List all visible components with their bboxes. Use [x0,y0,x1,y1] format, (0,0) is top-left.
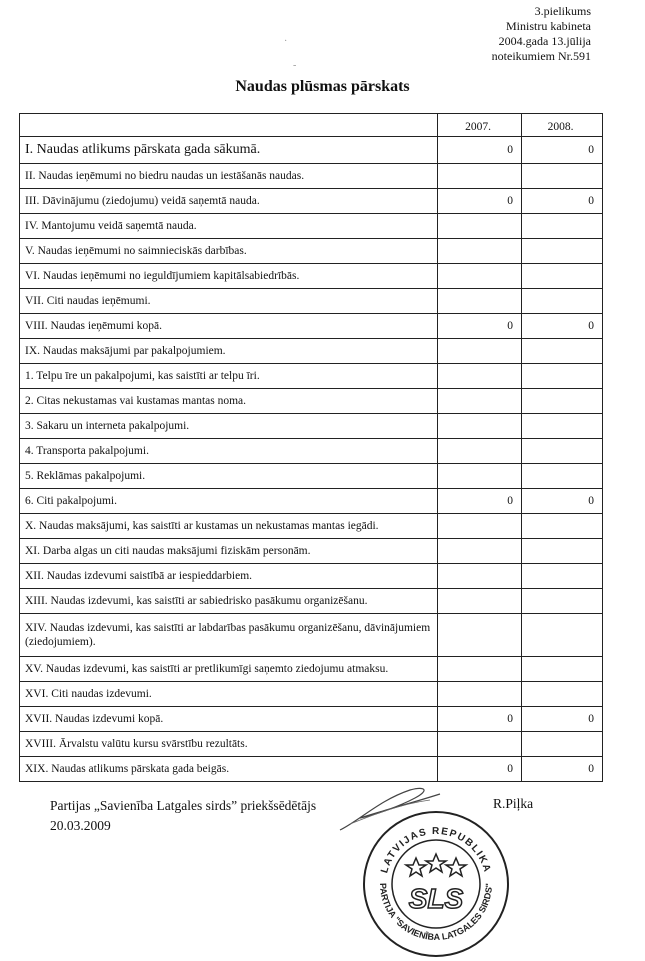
value-2007 [438,657,522,682]
row-label: XVIII. Ārvalstu valūtu kursu svārstību rezultāts. [20,732,438,757]
scan-speck: · [284,36,288,47]
cash-flow-table [19,113,603,782]
value-2008 [522,389,603,414]
table-row [20,439,603,464]
row-label: XV. Naudas izdevumi, kas saistīti ar pretlikumīgi saņemto ziedojumu atmaksu. [20,657,438,682]
table-row [20,164,603,189]
appendix-regulation: noteikumiem Nr.591 [491,49,591,63]
table-row [20,389,603,414]
value-2008 [522,439,603,464]
value-2007 [438,389,522,414]
report-date: 20.03.2009 [50,818,111,833]
value-2007 [438,514,522,539]
table-row [20,289,603,314]
value-2008 [522,164,603,189]
value-2007 [438,682,522,707]
signatory-name: R.Piļka [493,796,534,811]
value-2007 [438,539,522,564]
value-2007 [438,614,522,657]
value-2008 [522,339,603,364]
value-2008 [522,289,603,314]
value-2007: 0 [438,489,522,514]
table-row [20,239,603,264]
value-2007 [438,239,522,264]
value-2008 [522,514,603,539]
signatory-title: Partijas „Savienība Latgales sirds” priekšsēdētājs [50,798,317,813]
value-2007 [438,464,522,489]
table-row [20,514,603,539]
table-row [20,214,603,239]
value-2008 [522,589,603,614]
stamp-bottom-text: PARTIJA "SAVIENĪBA LATGALES SIRDS" [377,882,495,943]
table-row [20,732,603,757]
header-year-2007: 2007. [438,114,522,137]
value-2008 [522,732,603,757]
value-2007 [438,264,522,289]
value-2007 [438,289,522,314]
footer-signatory [50,796,316,836]
value-2008 [522,564,603,589]
row-label: XI. Darba algas un citi naudas maksājumi fiziskām personām. [20,539,438,564]
appendix-note [492,4,591,64]
stamp-top-text: LATVIJAS REPUBLIKA [379,825,493,875]
row-label: VII. Citi naudas ieņēmumi. [20,289,438,314]
value-2007 [438,364,522,389]
value-2008: 0 [522,757,603,782]
row-label: II. Naudas ieņēmumi no biedru naudas un iestāšanās naudas. [20,164,438,189]
appendix-number: 3.pielikums [534,4,591,18]
row-label: IV. Mantojumu veidā saņemtā nauda. [20,214,438,239]
party-stamp [360,808,512,960]
value-2007 [438,414,522,439]
value-2007 [438,214,522,239]
star-icon [406,858,426,876]
value-2007 [438,732,522,757]
appendix-date: 2004.gada 13.jūlija [498,34,591,48]
row-label: XIV. Naudas izdevumi, kas saistīti ar labdarības pasākumu organizēšanu, dāvinājumiem (ziedojumiem). [20,614,438,657]
row-label: 4. Transporta pakalpojumi. [20,439,438,464]
row-label: VIII. Naudas ieņēmumi kopā. [20,314,438,339]
row-label: 1. Telpu īre un pakalpojumi, kas saistīti ar telpu īri. [20,364,438,389]
header-blank-cell [20,114,438,137]
value-2008: 0 [522,707,603,732]
value-2007: 0 [438,314,522,339]
value-2007 [438,589,522,614]
row-label: 3. Sakaru un interneta pakalpojumi. [20,414,438,439]
value-2008 [522,657,603,682]
table-row [20,757,603,782]
appendix-issuer: Ministru kabineta [506,19,591,33]
value-2008 [522,239,603,264]
header-year-2008: 2008. [522,114,603,137]
table-row [20,489,603,514]
table-row [20,314,603,339]
value-2007 [438,339,522,364]
table-row [20,414,603,439]
table-row [20,657,603,682]
value-2007: 0 [438,137,522,164]
stamp-stars [406,854,466,876]
value-2007: 0 [438,707,522,732]
row-label: I. Naudas atlikums pārskata gada sākumā. [20,137,438,164]
page-title: Naudas plūsmas pārskats [235,78,410,95]
row-label: III. Dāvinājumu (ziedojumu) veidā saņemtā nauda. [20,189,438,214]
table-row [20,682,603,707]
row-label: VI. Naudas ieņēmumi no ieguldījumiem kapitālsabiedrībās. [20,264,438,289]
value-2007: 0 [438,189,522,214]
value-2008 [522,214,603,239]
table-row [20,364,603,389]
value-2008: 0 [522,189,603,214]
stamp-center-logo: SLS [408,883,464,914]
value-2008 [522,414,603,439]
table-row [20,539,603,564]
value-2007 [438,564,522,589]
table-row [20,189,603,214]
star-icon [446,858,466,876]
table-row [20,614,603,657]
star-icon [426,854,446,872]
value-2008 [522,539,603,564]
row-label: 2. Citas nekustamas vai kustamas mantas noma. [20,389,438,414]
value-2008 [522,464,603,489]
table-row [20,464,603,489]
row-label: V. Naudas ieņēmumi no saimnieciskās darbības. [20,239,438,264]
row-label: 5. Reklāmas pakalpojumi. [20,464,438,489]
table-header-row [20,114,603,137]
value-2008 [522,614,603,657]
value-2007 [438,164,522,189]
table-row [20,137,603,164]
row-label: XVII. Naudas izdevumi kopā. [20,707,438,732]
table-row [20,339,603,364]
row-label: 6. Citi pakalpojumi. [20,489,438,514]
row-label: XVI. Citi naudas izdevumi. [20,682,438,707]
value-2008: 0 [522,137,603,164]
row-label: XII. Naudas izdevumi saistībā ar iespieddarbiem. [20,564,438,589]
value-2008 [522,264,603,289]
value-2008: 0 [522,314,603,339]
table-row [20,589,603,614]
table-row [20,564,603,589]
scan-speck: - [293,60,297,71]
value-2007 [438,439,522,464]
row-label: IX. Naudas maksājumi par pakalpojumiem. [20,339,438,364]
value-2007: 0 [438,757,522,782]
value-2008 [522,364,603,389]
value-2008: 0 [522,489,603,514]
row-label: X. Naudas maksājumi, kas saistīti ar kustamas un nekustamas mantas iegādi. [20,514,438,539]
table-row [20,264,603,289]
value-2008 [522,682,603,707]
row-label: XIII. Naudas izdevumi, kas saistīti ar sabiedrisko pasākumu organizēšanu. [20,589,438,614]
table-row [20,707,603,732]
row-label: XIX. Naudas atlikums pārskata gada beigās. [20,757,438,782]
